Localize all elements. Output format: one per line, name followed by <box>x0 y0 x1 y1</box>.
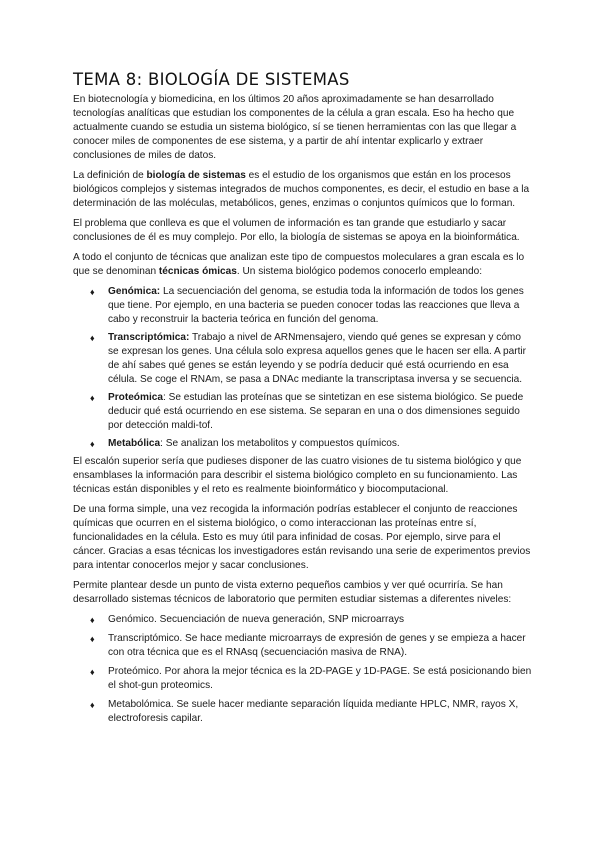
escalon-paragraph: El escalón superior sería que pudieses disponer de las cuatro visiones de tu sistema biológico y que ensamblases la información para describir el sistema biológico completo en su funcionamiento. Las técnicas están disponibles y el reto es realmente bioinformático y biocomputacional. <box>73 456 522 495</box>
omics-term: Proteómica <box>108 392 163 403</box>
omics-text: : Se analizan los metabolitos y compuestos químicos. <box>160 438 400 449</box>
page-title: TEMA 8: BIOLOGÍA DE SISTEMAS <box>73 70 350 89</box>
omics-list <box>73 285 532 451</box>
bullet-diamond-icon: ♦ <box>90 700 95 710</box>
permite-paragraph: Permite plantear desde un punto de vista externo pequeños cambios y ver qué ocurriría. Se han desarrollado sistemas técnicos de laboratorio que permiten estudiar sistemas a diferentes niveles: <box>73 580 512 605</box>
list-item <box>90 632 532 660</box>
levels-list <box>73 613 532 726</box>
forma-paragraph: De una forma simple, una vez recogida la información podrías establecer el conjunto de reacciones químicas que ocurren en el sistema biológico, o como interaccionan las proteínas entre sí, funcionalidades en la célula. Esto es muy útil para infinidad de cosas. Por ejemplo, sirve para el cáncer. Gracias a esas técnicas los investigadores están revisando una serie de experimentos previos para intentar conocerlos mejor y sacar conclusiones. <box>73 504 531 571</box>
techniques-term: técnicas ómicas <box>158 266 237 277</box>
definition-term: biología de sistemas <box>146 170 246 181</box>
omics-text: La secuenciación del genoma, se estudia toda la información de todos los genes que tiene. Por ejemplo, en una bacteria se pueden conocer todas las reacciones que lleva a cabo y reconstruir la bacteria teórica en función del genoma. <box>108 286 524 325</box>
bullet-diamond-icon: ♦ <box>90 287 95 297</box>
techniques-pre: A todo el conjunto de técnicas que analizan este tipo de compuestos moleculares a gran escala es lo que se denominan <box>73 252 525 277</box>
bullet-diamond-icon: ♦ <box>90 439 95 449</box>
level-text: Genómico. Secuenciación de nueva generación, SNP microarrays <box>108 614 405 625</box>
bullet-diamond-icon: ♦ <box>90 393 95 403</box>
list-item <box>90 437 532 451</box>
list-item <box>90 285 532 327</box>
techniques-paragraph <box>73 251 532 279</box>
omics-term: Genómica: <box>108 286 161 297</box>
omics-term: Transcriptómica: <box>108 332 190 343</box>
bullet-diamond-icon: ♦ <box>90 634 95 644</box>
level-text: Metabolómica. Se suele hacer mediante separación líquida mediante HPLC, NMR, rayos X, electroforesis capilar. <box>108 699 519 724</box>
level-text: Transcriptómico. Se hace mediante microarrays de expresión de genes y se empieza a hacer con otra técnica que es el RNAsq (secuenciación masiva de RNA). <box>108 633 526 658</box>
problem-paragraph: El problema que conlleva es que el volumen de información es tan grande que estudiarlo y sacar conclusiones de él es muy complejo. Por ello, la biología de sistemas se apoya en la bioinformática. <box>73 218 520 243</box>
definition-pre: La definición de <box>73 170 147 181</box>
techniques-post: . Un sistema biológico podemos conocerlo empleando: <box>236 266 483 277</box>
bullet-diamond-icon: ♦ <box>90 333 95 343</box>
bullet-diamond-icon: ♦ <box>90 667 95 677</box>
bullet-diamond-icon: ♦ <box>90 615 95 625</box>
omics-text: Trabajo a nivel de ARNmensajero, viendo qué genes se expresan y cómo se expresan los genes. Una célula solo expresa aquellos genes que le hacen ser ella. A partir de ahí sabes qué genes se están leyendo y se podría deducir qué está ocurriendo en esa célula. Se coge el RNAm, se pasa a DNAc mediante la transcriptasa inversa y se secuencia. <box>108 332 527 385</box>
list-item <box>90 331 532 387</box>
definition-paragraph <box>73 169 532 211</box>
omics-term: Metabólica <box>108 438 161 449</box>
intro-paragraph: En biotecnología y biomedicina, en los últimos 20 años aproximadamente se han desarrollado tecnologías analíticas que estudian los componentes de la célula a gran escala. Eso ha hecho que actualmente cuando se estudia un sistema biológico, sí se tienen herramientas con las que llegar a conocer miles de componentes de ese sistema, y a partir de ahí intentar explicarlo y extraer conclusiones de miles de datos. <box>73 94 517 161</box>
list-item <box>90 391 532 433</box>
definition-post: es el estudio de los organismos que están en los procesos biológicos complejos y sistemas integrados de muchos componentes, es decir, el estudio en base a la determinación de las moléculas, metabólicos, genes, enzimas o conjuntos químicos que lo forman. <box>73 170 530 209</box>
omics-text: : Se estudian las proteínas que se sintetizan en ese sistema biológico. Se puede deducir qué está ocurriendo en ese sistema. Se separan en una o dos dimensiones seguido por detección maldi-tof. <box>108 392 524 431</box>
list-item <box>90 698 532 726</box>
level-text: Proteómico. Por ahora la mejor técnica es la 2D-PAGE y 1D-PAGE. Se está posicionando bien el shot-gun proteomics. <box>108 666 532 691</box>
list-item <box>90 613 532 627</box>
list-item <box>90 665 532 693</box>
